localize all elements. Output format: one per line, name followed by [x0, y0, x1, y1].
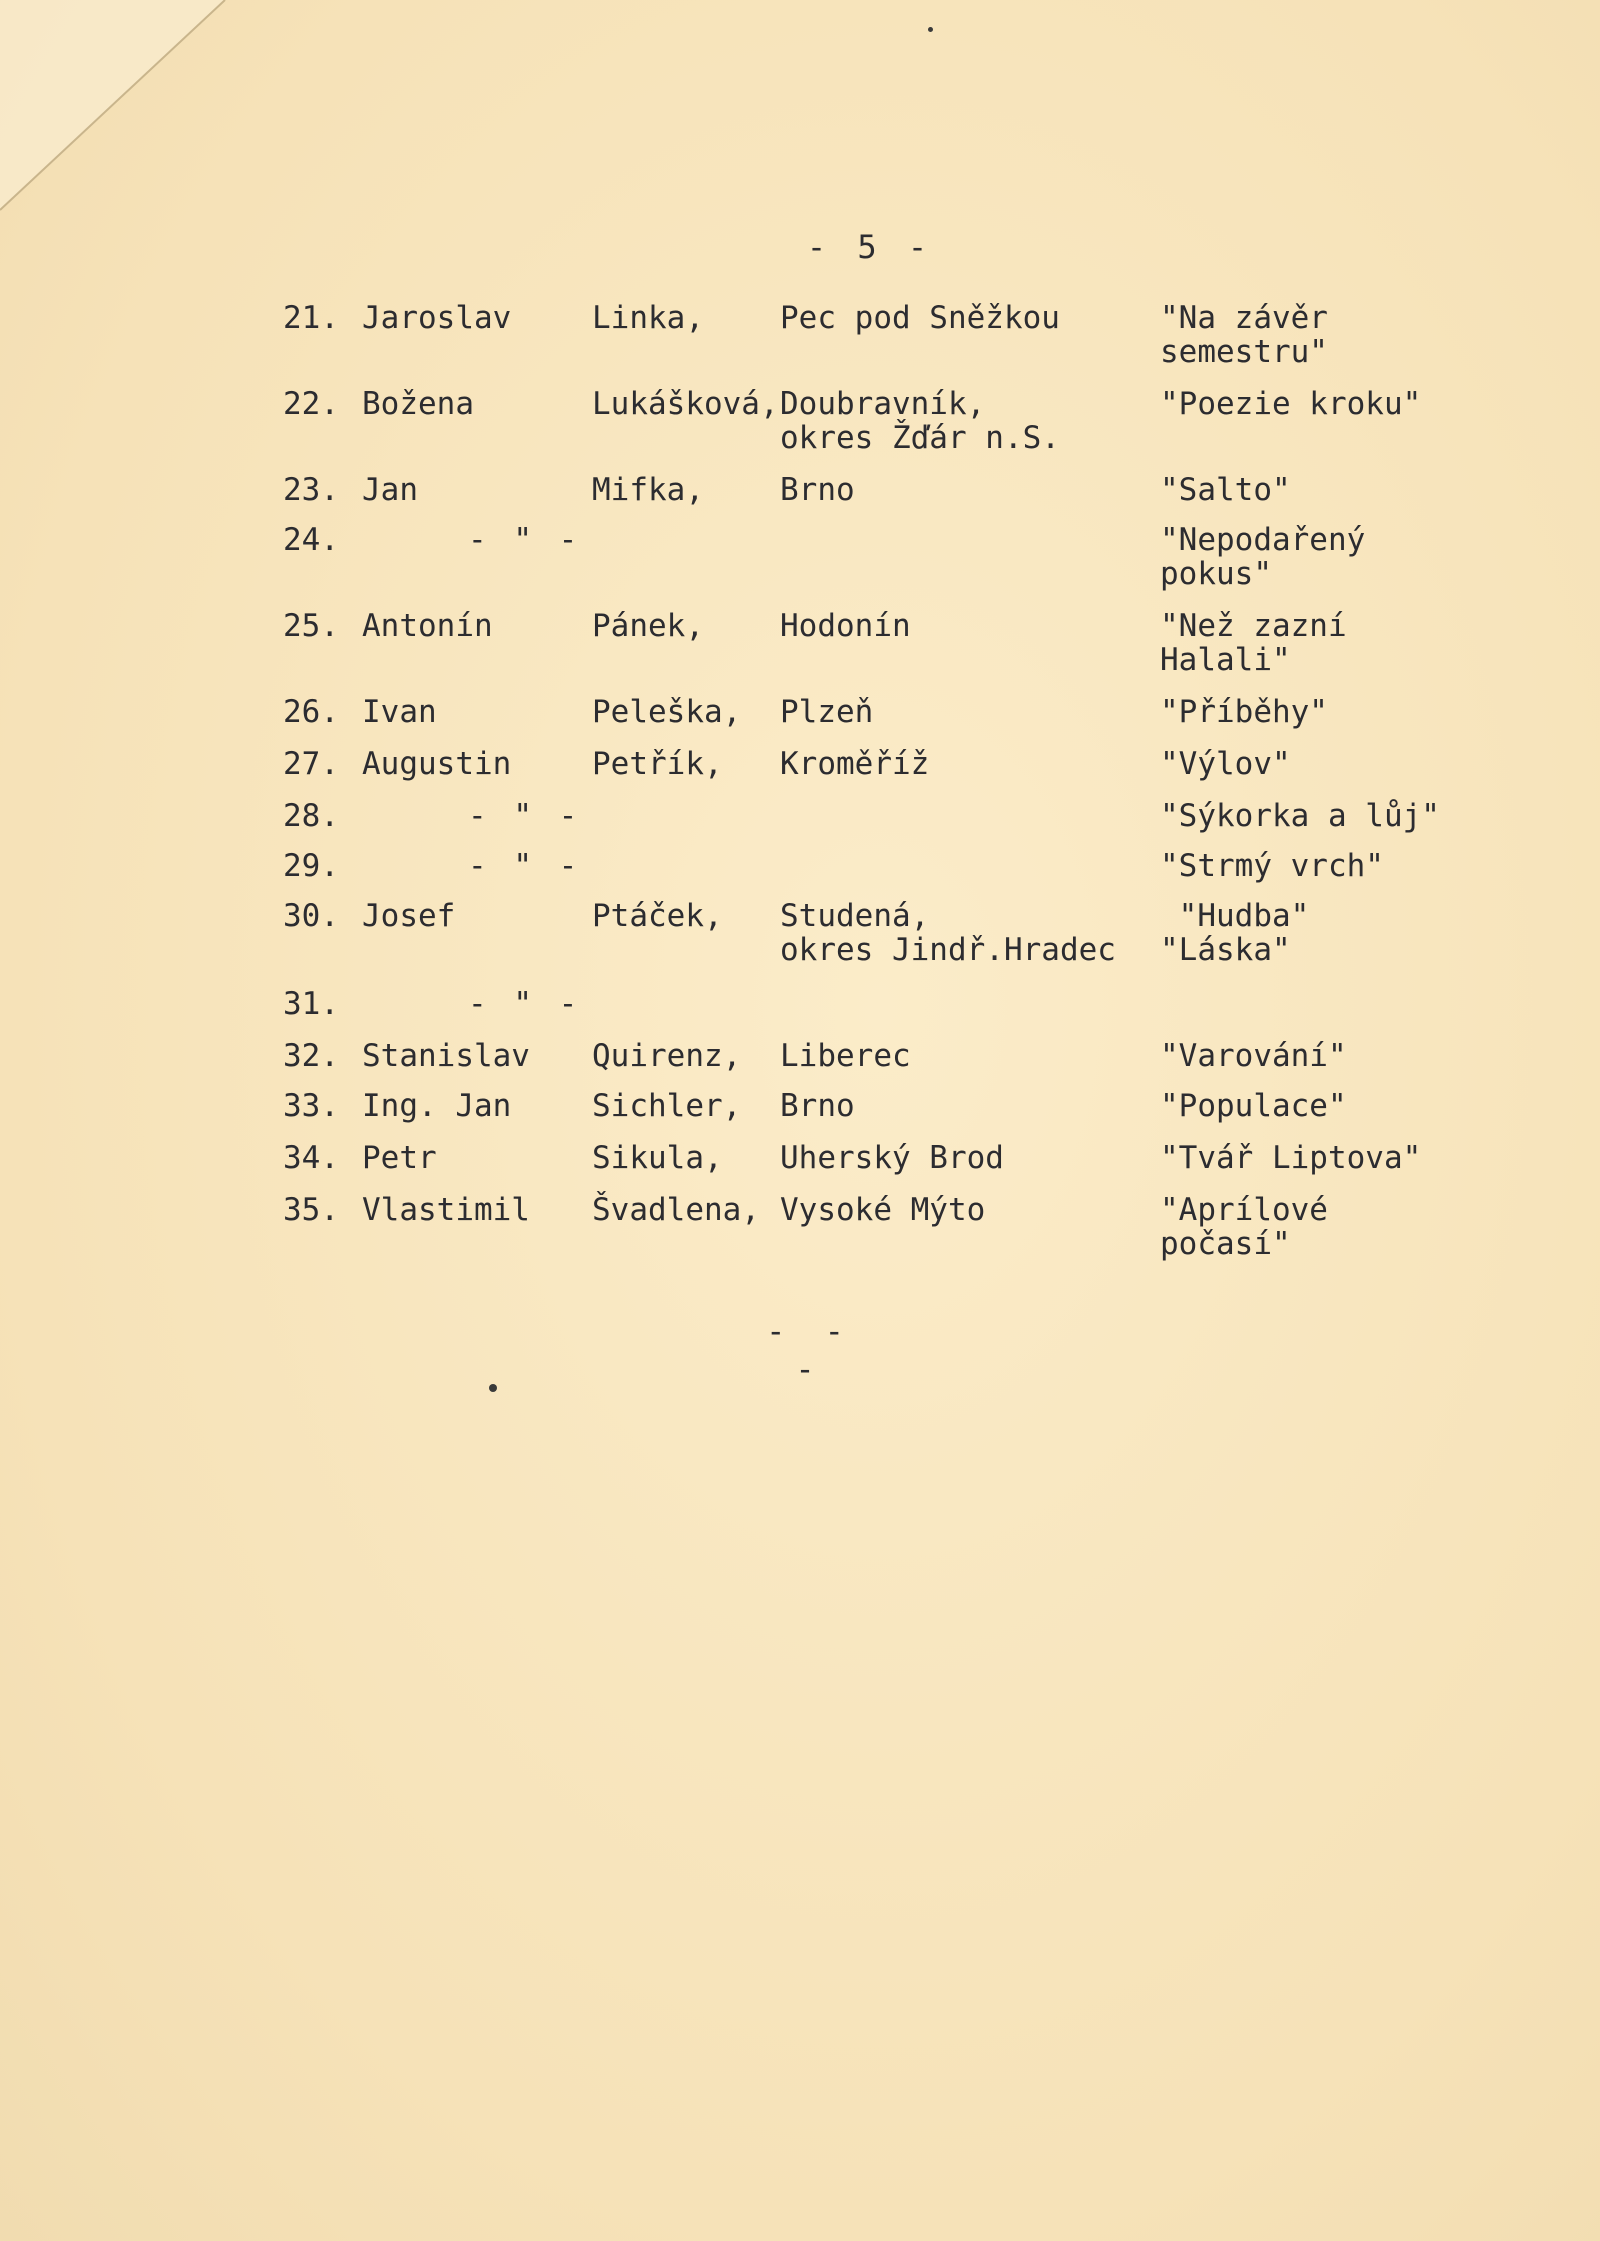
- entry-title: "Sýkorka a lůj": [1160, 798, 1440, 834]
- entry-number: 22.: [283, 386, 339, 422]
- entry-number: 29.: [283, 848, 339, 884]
- entry-number: 33.: [283, 1088, 339, 1124]
- entry-surname: Pánek,: [592, 608, 704, 644]
- ditto-mark: - " -: [468, 798, 582, 834]
- entry-surname: Petřík,: [592, 746, 723, 782]
- entry-place: Plzeň: [780, 694, 874, 730]
- entry-title: "Než zazní: [1160, 608, 1347, 644]
- entry-title-line2: pokus": [1160, 556, 1272, 592]
- entry-row: [0, 1194, 1600, 1274]
- entry-title: "Varování": [1160, 1038, 1347, 1074]
- entry-first-name: Jan: [362, 472, 418, 508]
- entry-title-line2: Halali": [1160, 642, 1291, 678]
- entry-place: Brno: [780, 472, 855, 508]
- ditto-mark: - " -: [468, 986, 582, 1022]
- entry-row: [0, 900, 1600, 980]
- entry-first-name: Božena: [362, 386, 474, 422]
- entry-surname: Ptáček,: [592, 898, 723, 934]
- end-mark: - - -: [766, 1312, 854, 1388]
- entry-place: Kroměříž: [780, 746, 930, 782]
- entry-place-line2: okres Jindř.Hradec: [780, 932, 1116, 968]
- entry-title: "Nepodařený: [1160, 522, 1366, 558]
- entry-first-name: Stanislav: [362, 1038, 530, 1074]
- entry-first-name: Josef: [362, 898, 456, 934]
- entry-number: 28.: [283, 798, 339, 834]
- entry-surname: Sichler,: [592, 1088, 742, 1124]
- entry-title: "Aprílové: [1160, 1192, 1328, 1228]
- entry-place: Doubravník,: [780, 386, 986, 422]
- entry-row: [0, 388, 1600, 468]
- entry-number: 27.: [283, 746, 339, 782]
- entry-title: "Salto": [1160, 472, 1291, 508]
- entry-number: 23.: [283, 472, 339, 508]
- entry-surname: Lukášková,: [592, 386, 779, 422]
- entry-number: 30.: [283, 898, 339, 934]
- ditto-mark: - " -: [468, 522, 582, 558]
- entry-number: 21.: [283, 300, 339, 336]
- entry-row: [0, 610, 1600, 690]
- entry-surname: Švadlena,: [592, 1192, 760, 1228]
- entry-surname: Mifka,: [592, 472, 704, 508]
- entry-surname: Peleška,: [592, 694, 742, 730]
- entry-title: "Příběhy": [1160, 694, 1328, 730]
- entry-title-line2: "Láska": [1160, 932, 1291, 968]
- entry-title: "Výlov": [1160, 746, 1291, 782]
- entry-title: "Tvář Liptova": [1160, 1140, 1422, 1176]
- ink-speck: [928, 27, 933, 32]
- entry-title: "Poezie kroku": [1160, 386, 1422, 422]
- entry-title: "Hudba": [1160, 898, 1310, 934]
- entry-place: Liberec: [780, 1038, 911, 1074]
- entry-first-name: Vlastimil: [362, 1192, 530, 1228]
- entry-number: 24.: [283, 522, 339, 558]
- entry-place: Studená,: [780, 898, 930, 934]
- entry-first-name: Ing. Jan: [362, 1088, 512, 1124]
- entry-surname: Linka,: [592, 300, 704, 336]
- entry-number: 34.: [283, 1140, 339, 1176]
- ditto-mark: - " -: [468, 848, 582, 884]
- entry-number: 26.: [283, 694, 339, 730]
- entry-first-name: Antonín: [362, 608, 493, 644]
- entry-place: Hodonín: [780, 608, 911, 644]
- page-number: - 5 -: [806, 228, 934, 266]
- entry-title: "Na závěr: [1160, 300, 1328, 336]
- entry-place: Uherský Brod: [780, 1140, 1004, 1176]
- entry-place-line2: okres Žďár n.S.: [780, 420, 1060, 456]
- entry-title: "Populace": [1160, 1088, 1347, 1124]
- entry-first-name: Petr: [362, 1140, 437, 1176]
- entry-title-line2: počasí": [1160, 1226, 1291, 1262]
- entry-number: 35.: [283, 1192, 339, 1228]
- entry-first-name: Jaroslav: [362, 300, 512, 336]
- entry-place: Vysoké Mýto: [780, 1192, 986, 1228]
- entry-surname: Quirenz,: [592, 1038, 742, 1074]
- entry-number: 32.: [283, 1038, 339, 1074]
- entry-row: [0, 524, 1600, 604]
- entry-first-name: Augustin: [362, 746, 512, 782]
- entry-number: 25.: [283, 608, 339, 644]
- entry-surname: Sikula,: [592, 1140, 723, 1176]
- entry-place: Pec pod Sněžkou: [780, 300, 1060, 336]
- entry-title: "Strmý vrch": [1160, 848, 1384, 884]
- entry-title-line2: semestru": [1160, 334, 1328, 370]
- entry-first-name: Ivan: [362, 694, 437, 730]
- entry-number: 31.: [283, 986, 339, 1022]
- folded-corner-crease: [0, 0, 240, 220]
- entry-row: [0, 302, 1600, 382]
- ink-speck: [489, 1384, 497, 1392]
- entry-place: Brno: [780, 1088, 855, 1124]
